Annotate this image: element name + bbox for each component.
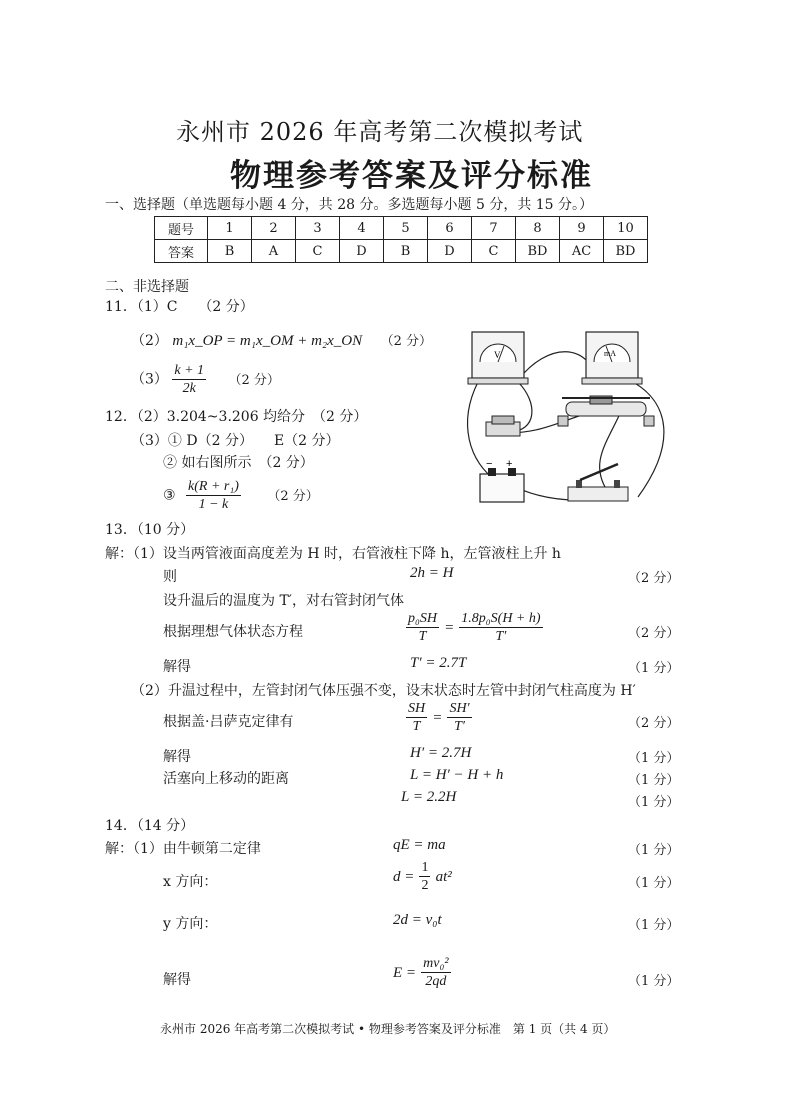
equation-right: at² [435, 869, 452, 885]
q13-equation: $\frac{SH}{T}$ = $\frac{SH'}{T'}$ [408, 701, 470, 734]
battery [480, 458, 524, 502]
table-cell: 2 [252, 217, 296, 240]
table-cell: 4 [340, 217, 384, 240]
table-cell: B [384, 240, 428, 263]
fraction-numerator: 1.8p₀S(H + h) [461, 611, 541, 626]
q13-score: （2 分） [628, 626, 680, 641]
fraction-denominator: 2k [182, 381, 196, 396]
q13-part2-intro: （2）升温过程中，左管封闭气体压强不变，设末状态时左管中封闭气柱高度为 H′ [131, 683, 636, 699]
q13-equation: L = H′ − H + h [410, 767, 504, 783]
table-cell: 10 [604, 217, 648, 240]
q14-row-label: x 方向： [163, 874, 218, 890]
q12-part3-1: （3）① D（2 分） E（2 分） [131, 433, 340, 449]
page-footer: 永州市 2026 年高考第二次模拟考试 • 物理参考答案及评分标准 第 1 页（共 4 页） [160, 1022, 616, 1036]
table-cell: BD [516, 240, 560, 263]
q13-score: （1 分） [628, 661, 680, 676]
fraction-denominator: T [418, 629, 427, 644]
q11-part2-prefix: （2） [131, 333, 168, 349]
fraction-denominator: 2qd [425, 974, 447, 989]
resistance-box [486, 416, 520, 436]
fraction-numerator: p₀SH [408, 611, 437, 626]
document-title: 物理参考答案及评分标准 [230, 158, 593, 194]
table-cell: 3 [296, 217, 340, 240]
q12-part2: 12．（2）3.204~3.206 均给分 （2 分） [105, 409, 368, 425]
wire [633, 382, 664, 497]
table-cell: D [340, 240, 384, 263]
q13-score: （2 分） [628, 571, 680, 586]
q13-row-label: 解得 [163, 749, 191, 765]
q14-heading: 14．（14 分） [105, 818, 195, 834]
wire [600, 407, 623, 492]
q14-equation: 2d = v₀t [393, 912, 442, 928]
q14-part1-intro: 解：（1）由牛顿第二定律 [105, 841, 261, 857]
q13-equation: T′ = 2.7T [410, 655, 467, 671]
q12-fraction [186, 478, 241, 513]
fraction [419, 859, 430, 894]
table-cell: 8 [516, 217, 560, 240]
q14-score: （1 分） [628, 974, 680, 989]
voltmeter-label: V [494, 350, 501, 360]
q13-row-label: 根据盖·吕萨克定律有 [163, 714, 294, 730]
voltmeter [468, 332, 528, 384]
q14-equation: qE = ma [393, 837, 446, 853]
fraction-numerator: k + 1 [174, 363, 205, 378]
q13-equation: 2h = H [410, 565, 454, 581]
q11-part2 [131, 330, 432, 350]
equation-left: E = [393, 965, 417, 981]
table-cell: B [208, 240, 252, 263]
table-row [155, 217, 648, 240]
table-cell: 6 [428, 217, 472, 240]
q11-part3-fraction [172, 362, 206, 397]
table-cell: A [252, 240, 296, 263]
fraction-numerator: k(R + r₁) [188, 479, 239, 494]
table-cell: 5 [384, 217, 428, 240]
q14-equation [393, 955, 451, 990]
q14-row-label: y 方向： [163, 916, 218, 932]
fraction [421, 955, 450, 990]
q11-part1: 11．（1）C （2 分） [105, 299, 254, 315]
q13-score: （1 分） [628, 751, 680, 766]
q13-row-label: 活塞向上移动的距离 [163, 771, 289, 787]
table-cell: 9 [560, 217, 604, 240]
fraction-denominator: T [412, 719, 421, 734]
fraction [406, 610, 439, 645]
row-label: 答案 [155, 240, 208, 263]
q11-part2-equation: m₁x_OP = m₁x_OM + m₂x_ON [172, 333, 363, 349]
fraction-numerator: SH [408, 701, 426, 716]
q14-score: （1 分） [628, 918, 680, 933]
fraction-numerator: mv₀² [423, 956, 449, 971]
q12-part3-3 [163, 478, 319, 513]
row-label: 题号 [155, 217, 208, 240]
q13-equation: H′ = 2.7H [410, 745, 472, 761]
q13-part1-intro: 解：（1）设当两管液面高度差为 H 时，右管液柱下降 h，左管液柱上升 h [105, 546, 561, 562]
q14-score: （1 分） [628, 843, 680, 858]
fraction [447, 700, 471, 735]
q11-part3-prefix: （3） [131, 371, 168, 388]
equation-left: d = [393, 869, 415, 885]
fraction-denominator: 1 − k [198, 497, 229, 512]
ammeter-label: mA [604, 349, 616, 358]
switch [568, 464, 628, 501]
fraction-numerator: 1 [421, 860, 429, 875]
fraction-denominator: T′ [495, 629, 507, 644]
q13-score: （1 分） [628, 795, 680, 810]
q13-row-label: 根据理想气体状态方程 [163, 624, 303, 640]
q13-row-label: 设升温后的温度为 T′，对右管封闭气体 [163, 593, 404, 609]
q13-score: （2 分） [628, 716, 680, 731]
circuit-diagram [458, 322, 678, 512]
table-cell: 1 [208, 217, 252, 240]
battery-plus-label: + [506, 458, 513, 470]
exam-title: 永州市 2026 年高考第二次模拟考试 [176, 118, 584, 146]
table-cell: AC [560, 240, 604, 263]
table-row [155, 240, 648, 263]
section1-heading: 一、选择题（单选题每小题 4 分，共 28 分。多选题每小题 5 分，共 15 分。） [105, 197, 594, 213]
q11-part3 [131, 362, 280, 397]
q11-part3-score: （2 分） [228, 372, 280, 388]
table-cell: C [296, 240, 340, 263]
q13-heading: 13．（10 分） [105, 522, 195, 538]
answer-table [154, 216, 648, 263]
table-cell: D [428, 240, 472, 263]
battery-minus-label: − [486, 458, 493, 470]
q12-part3-3-score: （2 分） [267, 488, 319, 504]
q12-part3-3-prefix: ③ [163, 487, 176, 504]
q14-equation [393, 859, 452, 894]
q14-row-label: 解得 [163, 972, 191, 988]
section2-heading: 二、非选择题 [105, 279, 189, 295]
q11-part2-score: （2 分） [380, 334, 432, 349]
fraction-numerator: SH′ [449, 701, 470, 716]
q12-part3-2: ② 如右图所示 （2 分） [163, 455, 314, 471]
table-cell: C [472, 240, 516, 263]
fraction-denominator: 2 [421, 878, 429, 893]
fraction [459, 610, 542, 645]
q13-score: （1 分） [628, 773, 680, 788]
fraction [406, 700, 427, 735]
ammeter [582, 332, 642, 384]
q14-score: （1 分） [628, 876, 680, 891]
rheostat [558, 396, 654, 426]
fraction-denominator: T′ [454, 719, 465, 734]
q13-equation: L = 2.2H [401, 789, 457, 805]
table-cell: BD [604, 240, 648, 263]
q13-row-label: 解得 [163, 659, 191, 675]
q13-row-label: 则 [163, 569, 177, 585]
table-cell: 7 [472, 217, 516, 240]
q13-equation: $\frac{\text{p₀SH}}{T}$ = $\frac{\text{1.8p₀S(H + h)}}{T'}$ [408, 611, 541, 644]
